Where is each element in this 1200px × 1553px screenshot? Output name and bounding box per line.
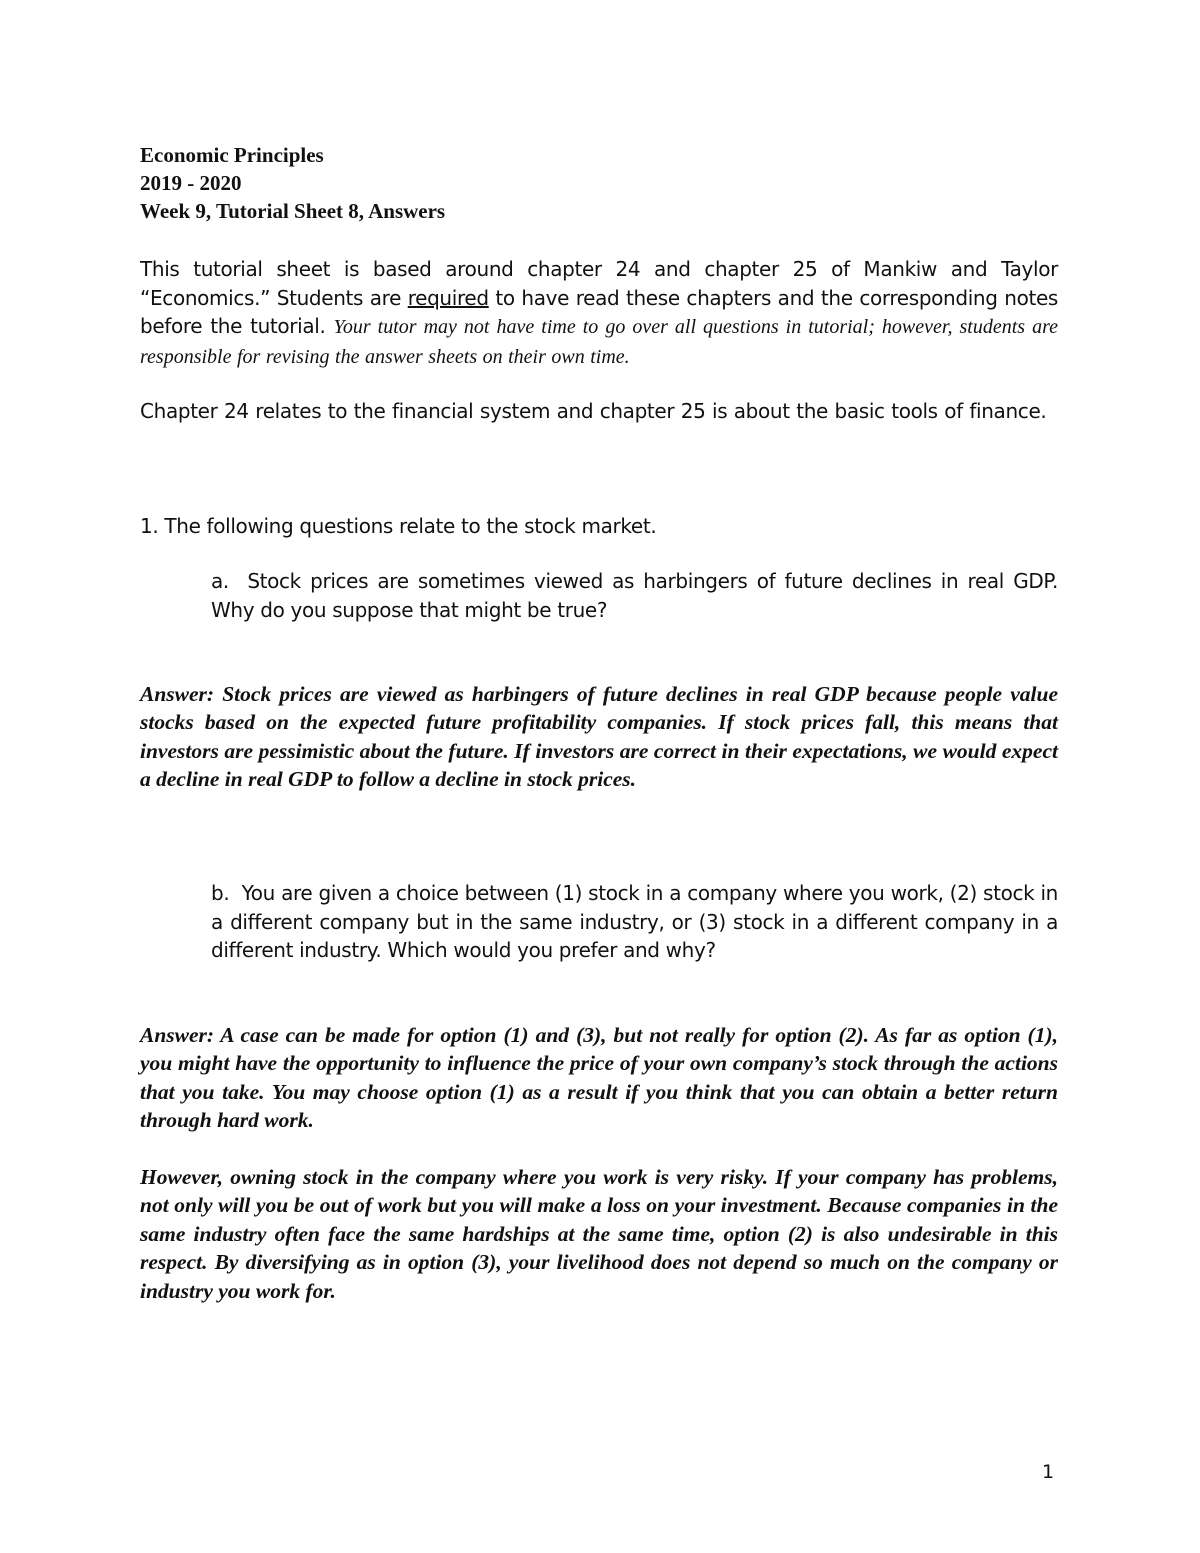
question-1-number: 1. [140, 514, 159, 538]
answer-1b-paragraph-2: However, owning stock in the company where you work is very risky. If your company has problems, not only will you be out of work but you will make a loss on your investment. Because companies in the same industry often face the same hardships at the same time, option (2) is also undesirable in this respect. By diversifying as in option (3), your livelihood does not depend so much on the company or industry you work for. [140, 1165, 1058, 1303]
intro-paragraph [140, 255, 1058, 371]
intro-underlined-word: required [407, 285, 489, 310]
intro-text-1: This tutorial sheet is based around chapter 24 and chapter 25 of Mankiw and Taylor “Economics.” Students are [140, 257, 1058, 310]
chapters-note: Chapter 24 relates to the financial system and chapter 25 is about the basic tools of finance. [140, 399, 1047, 423]
question-1a-letter: a. [211, 569, 229, 593]
question-1 [140, 512, 1058, 541]
question-1b [211, 879, 1058, 965]
question-1a-text: Stock prices are sometimes viewed as harbingers of future declines in real GDP. Why do you suppose that might be true? [211, 569, 1058, 622]
page-number: 1 [1042, 1461, 1055, 1483]
academic-year: 2019 - 2020 [140, 171, 242, 195]
intro-italic-note: Your tutor may not have time to go over all questions in tutorial; however, students are responsible for revising the answer sheets on their own time. [140, 316, 1058, 368]
intro-text-2: to have read these chapters and the corresponding notes before the tutorial. [140, 285, 1058, 339]
answer-1a: Answer: Stock prices are viewed as harbingers of future declines in real GDP because people value stocks based on the expected future profitability companies. If stock prices fall, this means that investors are pessimistic about the future. If investors are correct in their expectations, we would expect a decline in real GDP to follow a decline in stock prices. [140, 682, 1058, 792]
question-1a [211, 567, 1058, 624]
course-title: Economic Principles [140, 143, 324, 167]
question-1b-letter: b. [211, 881, 230, 905]
sheet-title: Week 9, Tutorial Sheet 8, Answers [140, 199, 446, 223]
question-1b-text: You are given a choice between (1) stock in a company where you work, (2) stock in a different company but in the same industry, or (3) stock in a different company in a different industry. Which would you prefer and why? [211, 881, 1059, 963]
answer-1b-paragraph-1: Answer: A case can be made for option (1) and (3), but not really for option (2). As far as option (1), you might have the opportunity to influence the price of your own company’s stock through the actions that you take. You may choose option (1) as a result if you think that you can obtain a better return through hard work. [140, 1023, 1058, 1133]
question-1-text: The following questions relate to the stock market. [164, 514, 657, 538]
